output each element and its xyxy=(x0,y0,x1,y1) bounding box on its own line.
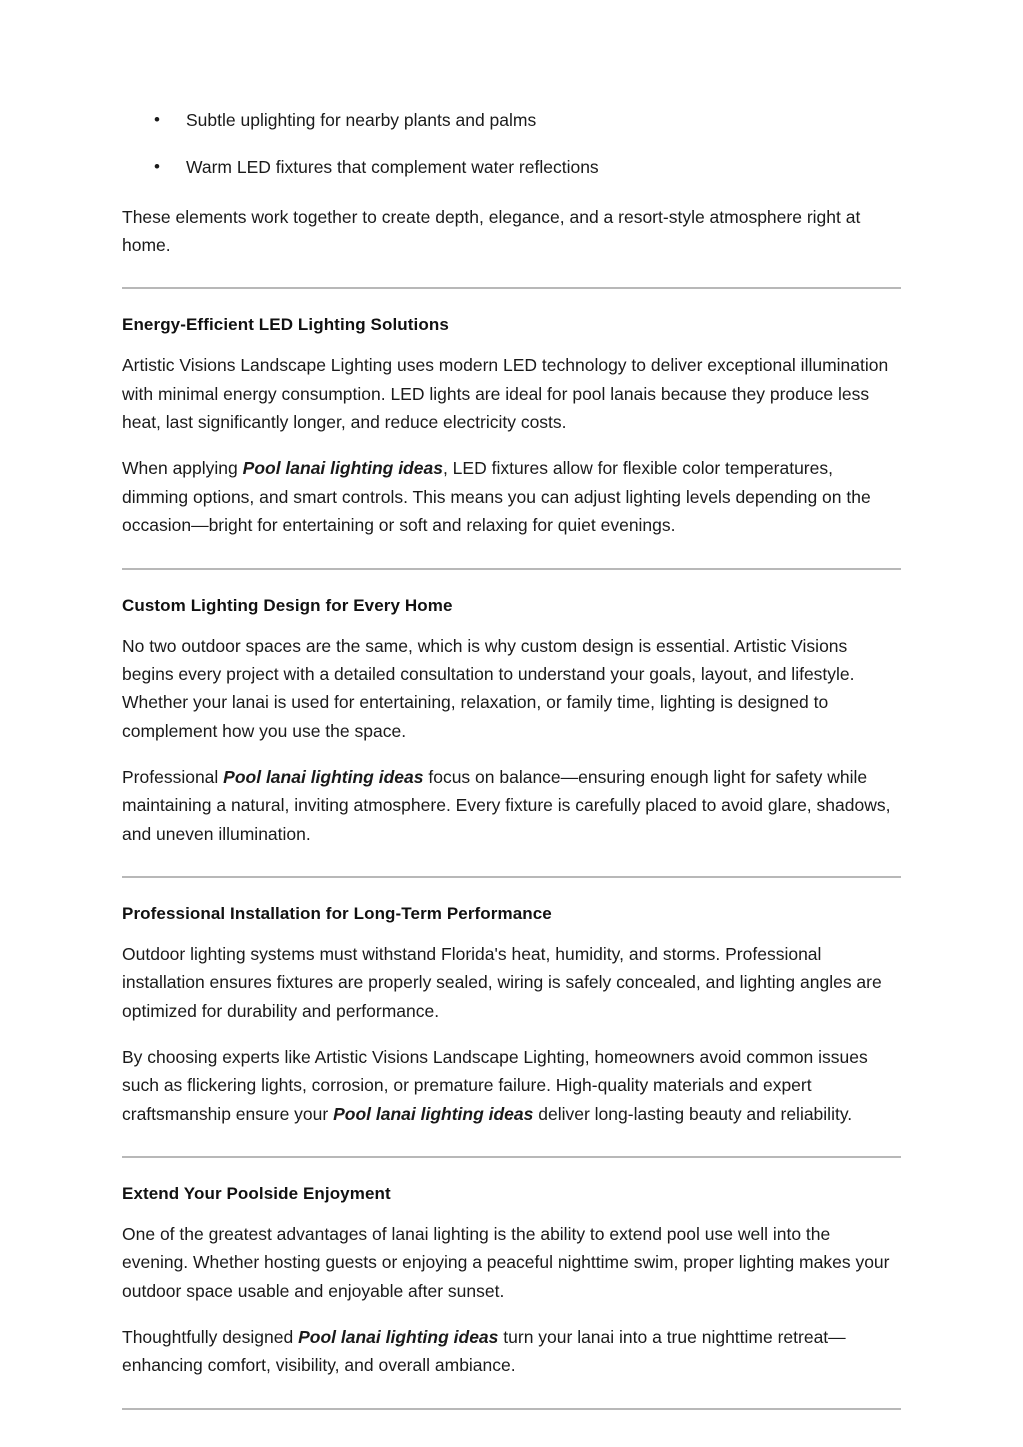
section-heading: Extend Your Poolside Enjoyment xyxy=(122,1183,391,1203)
intro-paragraph: These elements work together to create depth, elegance, and a resort-style atmosphere right at home. xyxy=(122,206,861,256)
paragraph-text-before: Thoughtfully designed xyxy=(122,1327,299,1347)
section-paragraph-2 xyxy=(122,763,901,848)
section-extend-your-poolside-enjoyment xyxy=(122,1184,901,1380)
section-heading: Energy-Efficient LED Lighting Solutions xyxy=(122,315,449,335)
section-paragraph-1: No two outdoor spaces are the same, which is why custom design is essential. Artistic Visions begins every project with a detailed consultation to understand your goals, layout, and lifestyle. Whether your lanai is used for entertaining, relaxation, or family time, lighting is designed to complement how you use the space. xyxy=(122,635,855,741)
section-professional-installation-for-long-term-performance xyxy=(122,904,901,1128)
section-paragraph-2 xyxy=(122,1323,901,1380)
paragraph-text-after: turn your lanai into a true nighttime retreat—enhancing comfort, visibility, and overall ambiance. xyxy=(122,1327,846,1376)
section-custom-lighting-design-for-every-home xyxy=(122,596,901,848)
bullet-glyph-icon: • xyxy=(154,157,160,177)
keyword-phrase: Pool lanai lighting ideas xyxy=(333,1103,534,1124)
paragraph-text-before: By choosing experts like Artistic Visions Landscape Lighting, homeowners avoid common issues such as flickering lights, corrosion, or premature failure. High-quality materials and expert craftsmanship ensure your xyxy=(122,1046,868,1124)
section-paragraph-1: Artistic Visions Landscape Lighting uses modern LED technology to deliver exceptional illumination with minimal energy consumption. LED lights are ideal for pool lanais because they produce less heat, last significantly longer, and reduce electricity costs. xyxy=(122,355,889,433)
list-item-label: Subtle uplighting for nearby plants and palms xyxy=(186,110,537,130)
section-heading: Custom Lighting Design for Every Home xyxy=(122,595,453,615)
section-paragraph-2 xyxy=(122,1043,901,1128)
paragraph-text-before: When applying xyxy=(122,458,243,479)
section-divider xyxy=(122,1156,901,1158)
paragraph-text-after: , LED fixtures allow for flexible color temperatures, dimming options, and smart controls. This means you can adjust lighting levels depending on the occasion—bright for entertaining or soft and relaxing for quiet evenings. xyxy=(122,458,871,536)
document-content xyxy=(122,108,901,1410)
keyword-phrase: Pool lanai lighting ideas xyxy=(298,1327,499,1347)
section-divider xyxy=(122,1408,901,1410)
section-divider xyxy=(122,287,901,289)
list-item xyxy=(122,108,901,133)
list-item-label: Warm LED fixtures that complement water reflections xyxy=(186,157,599,178)
keyword-phrase: Pool lanai lighting ideas xyxy=(242,458,443,479)
section-paragraph-1: Outdoor lighting systems must withstand Florida's heat, humidity, and storms. Professional installation ensures fixtures are properly sealed, wiring is safely concealed, and lighting angles are optimized for durability and performance. xyxy=(122,943,882,1021)
section-paragraph-1: One of the greatest advantages of lanai lighting is the ability to extend pool use well into the evening. Whether hosting guests or enjoying a peaceful nighttime swim, proper lighting makes your outdoor space usable and enjoyable after sunset. xyxy=(122,1223,890,1301)
keyword-phrase: Pool lanai lighting ideas xyxy=(223,766,424,787)
paragraph-text-after: deliver long-lasting beauty and reliability. xyxy=(533,1103,853,1124)
list-item xyxy=(122,155,901,180)
section-heading: Professional Installation for Long-Term Performance xyxy=(122,903,552,923)
section-paragraph-2 xyxy=(122,454,901,539)
section-divider xyxy=(122,876,901,878)
section-energy-efficient-led-lighting-solutions xyxy=(122,315,901,539)
bullet-list xyxy=(122,108,901,181)
bullet-glyph-icon: • xyxy=(154,110,160,129)
paragraph-text-before: Professional xyxy=(122,766,224,787)
paragraph-text-after: focus on balance—ensuring enough light for safety while maintaining a natural, inviting atmosphere. Every fixture is carefully placed to avoid glare, shadows, and uneven illumination. xyxy=(122,766,891,844)
section-divider xyxy=(122,568,901,570)
